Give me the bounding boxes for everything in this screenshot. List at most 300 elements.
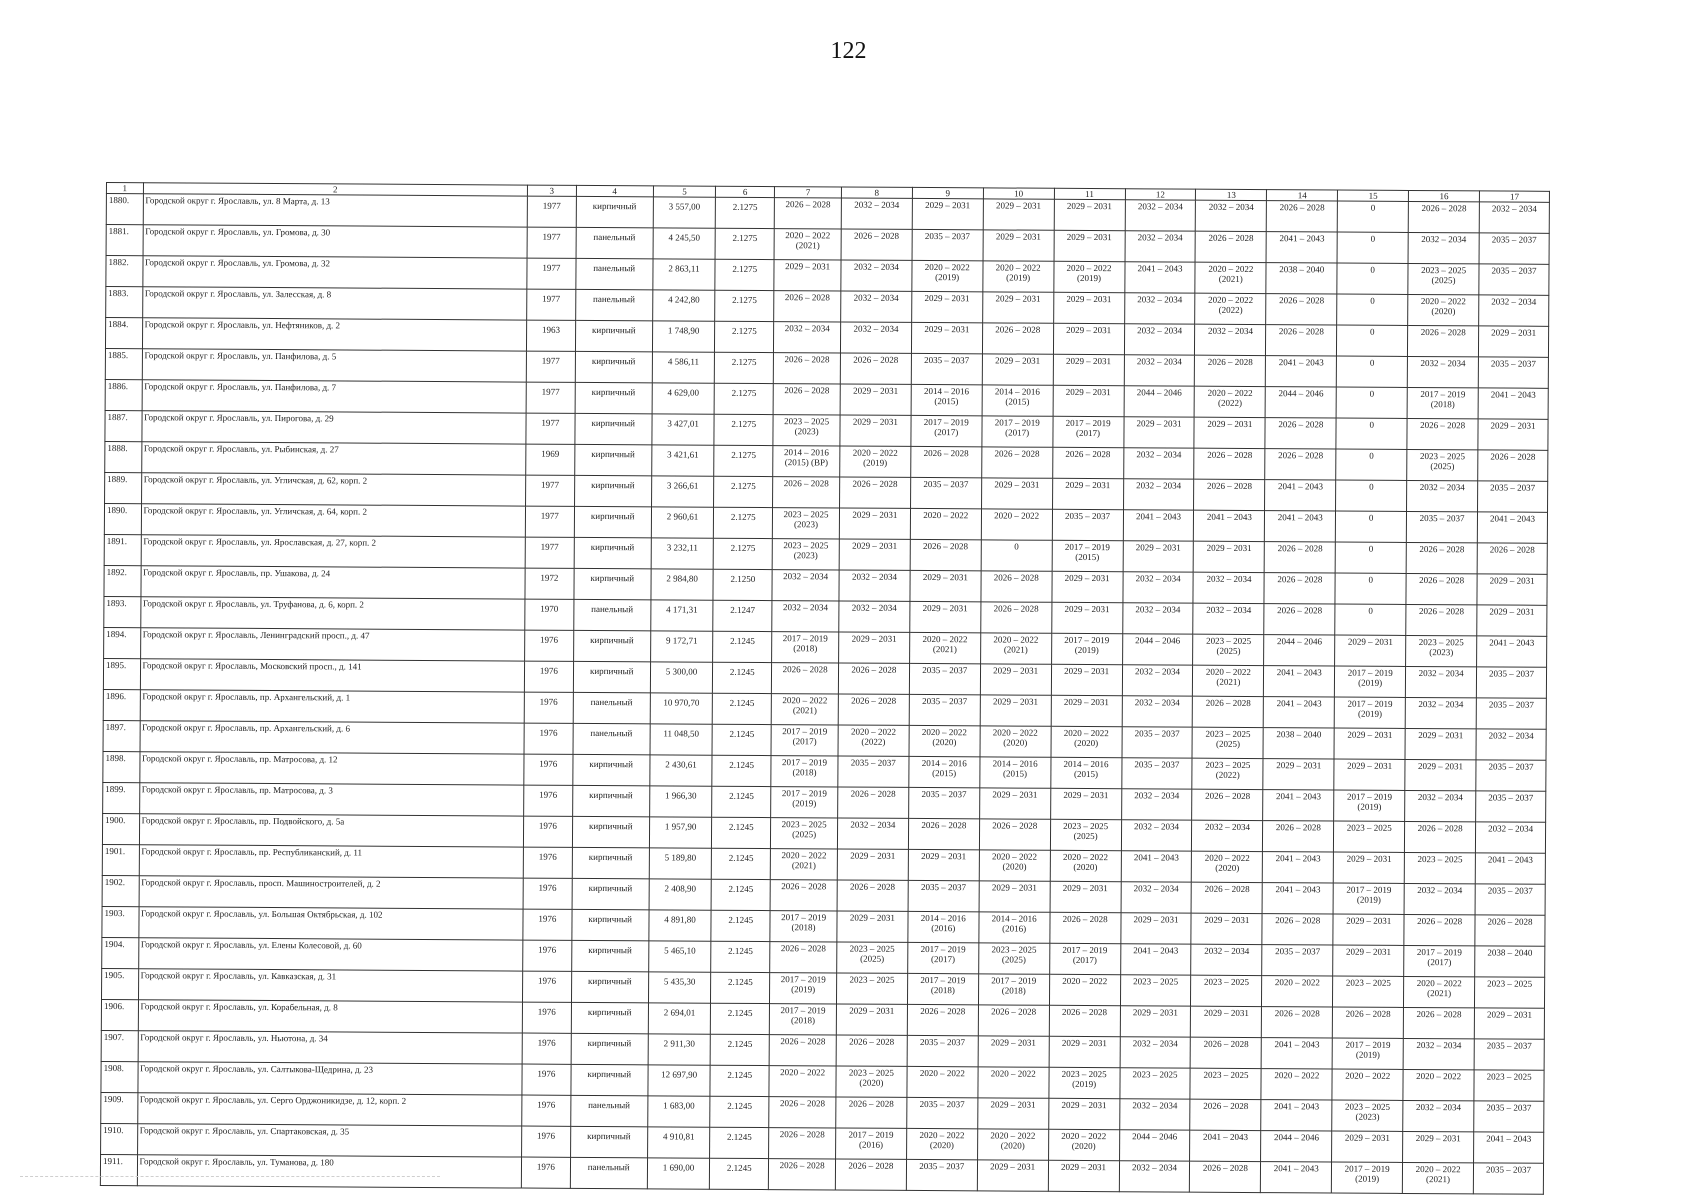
repair-period-cell: 2020 – 2022 (910, 508, 981, 539)
repair-period-cell: 2041 – 2043 (1266, 356, 1337, 387)
repair-period-cell: 2026 – 2028 (835, 1159, 906, 1190)
repair-period-cell: 2026 – 2028 (769, 1159, 836, 1190)
repair-period-cell: 2029 – 2031 (908, 849, 979, 880)
repair-period-cell: 2014 – 2016 (2015) (980, 757, 1051, 788)
repair-period-cell: 2038 – 2040 (1475, 946, 1545, 977)
year-cell: 1977 (526, 475, 575, 506)
repair-period-cell: 0 (1337, 294, 1408, 325)
repair-period-cell: 2026 – 2028 (1052, 447, 1123, 478)
repair-period-cell: 0 (1335, 604, 1406, 635)
repair-period-cell: 2029 – 2031 (1051, 602, 1122, 633)
area-cell: 2 694,01 (648, 1003, 711, 1034)
wall-material-cell: кирпичный (571, 1002, 649, 1033)
year-cell: 1976 (525, 661, 574, 692)
repair-period-cell: 2017 – 2019 (2019) (1333, 883, 1404, 914)
wall-material-cell: кирпичный (574, 475, 652, 506)
repair-period-cell: 2032 – 2034 (1124, 324, 1195, 355)
repair-period-cell: 2029 – 2031 (979, 788, 1050, 819)
repair-period-cell: 2029 – 2031 (911, 322, 982, 353)
repair-period-cell: 2032 – 2034 (1124, 355, 1195, 386)
repair-period-cell: 2032 – 2034 (841, 260, 912, 291)
address-cell: Городской округ г. Ярославль, ул. Нефтяников, д. 2 (142, 318, 527, 351)
repair-period-cell: 2035 – 2037 (1476, 698, 1546, 729)
repair-period-cell: 2041 – 2043 (1263, 852, 1334, 883)
repair-period-cell: 2029 – 2031 (982, 354, 1053, 385)
area-cell: 1 966,30 (650, 786, 713, 817)
repair-period-cell: 2020 – 2022 (1261, 1069, 1332, 1100)
repair-period-cell: 2032 – 2034 (1193, 572, 1264, 603)
area-cell: 3 427,01 (652, 414, 715, 445)
repair-period-cell: 2026 – 2028 (1190, 1161, 1261, 1192)
area-cell: 2 430,61 (650, 755, 713, 786)
repair-period-cell: 2044 – 2046 (1124, 386, 1195, 417)
repair-period-cell: 2017 – 2019 (2018) (978, 974, 1049, 1005)
column-number-header: 15 (1338, 190, 1409, 201)
wall-material-cell: кирпичный (571, 1033, 649, 1064)
repair-period-cell: 2029 – 2031 (912, 198, 983, 229)
repair-period-cell: 2029 – 2031 (910, 570, 981, 601)
repair-period-cell: 2035 – 2037 (1476, 760, 1546, 791)
row-number-cell: 1897. (103, 720, 140, 751)
scan-artifact-line (20, 1176, 440, 1178)
row-number-cell: 1896. (103, 689, 140, 720)
repair-period-cell: 2041 – 2043 (1120, 944, 1191, 975)
repair-period-cell: 2020 – 2022 (1332, 1069, 1403, 1100)
area-cell: 4 242,80 (653, 290, 716, 321)
row-number-cell: 1893. (104, 596, 141, 627)
repair-period-cell: 2023 – 2025 (1120, 975, 1191, 1006)
row-number-cell: 1903. (102, 906, 139, 937)
row-number-cell: 1910. (101, 1123, 138, 1154)
repair-period-cell: 2032 – 2034 (840, 322, 911, 353)
repair-period-cell: 2020 – 2022 (2020) (1048, 1129, 1119, 1160)
repair-period-cell: 2017 – 2019 (2017) (771, 725, 838, 756)
repair-period-cell: 2023 – 2025 (1190, 1068, 1261, 1099)
year-cell: 1976 (523, 878, 572, 909)
repair-period-cell: 2029 – 2031 (1263, 759, 1334, 790)
coefficient-cell: 2.1275 (715, 197, 774, 228)
year-cell: 1976 (522, 1033, 571, 1064)
repair-period-cell: 2023 – 2025 (2023) (1406, 635, 1477, 666)
repair-period-cell: 2029 – 2031 (1333, 945, 1404, 976)
repair-period-cell: 2026 – 2028 (981, 571, 1052, 602)
repair-period-cell: 2035 – 2037 (909, 694, 980, 725)
repair-period-cell: 2020 – 2022 (981, 509, 1052, 540)
address-cell: Городской округ г. Ярославль, ул. Панфилова, д. 7 (142, 380, 527, 413)
area-cell: 3 232,11 (651, 538, 714, 569)
repair-period-cell: 2026 – 2028 (1194, 479, 1265, 510)
repair-period-cell: 2020 – 2022 (2020) (979, 850, 1050, 881)
repair-period-cell: 2026 – 2028 (1406, 542, 1477, 573)
repair-period-cell: 2041 – 2043 (1264, 666, 1335, 697)
repair-period-cell: 2026 – 2028 (772, 663, 839, 694)
repair-period-cell: 2026 – 2028 (775, 198, 842, 229)
repair-period-cell: 2020 – 2022 (978, 1067, 1049, 1098)
repair-period-cell: 2035 – 2037 (1475, 884, 1545, 915)
area-cell: 1 748,90 (652, 321, 715, 352)
coefficient-cell: 2.1245 (711, 972, 770, 1003)
wall-material-cell: кирпичный (572, 785, 650, 816)
coefficient-cell: 2.1275 (714, 445, 773, 476)
area-cell: 4 891,80 (649, 910, 712, 941)
repair-period-cell: 2020 – 2022 (2020) (906, 1128, 977, 1159)
row-number-cell: 1906. (101, 999, 138, 1030)
repair-period-cell: 2026 – 2028 (1404, 914, 1475, 945)
area-cell: 2 911,30 (648, 1034, 711, 1065)
year-cell: 1976 (523, 971, 572, 1002)
repair-period-cell: 2026 – 2028 (1262, 1007, 1333, 1038)
coefficient-cell: 2.1245 (711, 1003, 770, 1034)
address-cell: Городской округ г. Ярославль, пр. Архангельский, д. 6 (140, 721, 525, 754)
repair-period-cell: 2029 – 2031 (839, 539, 910, 570)
repair-period-cell: 2038 – 2040 (1266, 263, 1337, 294)
wall-material-cell: кирпичный (575, 351, 653, 382)
repair-period-cell: 2026 – 2028 (769, 1097, 836, 1128)
repair-period-cell: 2017 – 2019 (2019) (1332, 1038, 1403, 1069)
repair-period-cell: 2026 – 2028 (773, 384, 840, 415)
repair-period-cell: 2020 – 2022 (2022) (1195, 386, 1266, 417)
repair-period-cell: 2020 – 2022 (2019) (1053, 261, 1124, 292)
repair-period-cell: 2029 – 2031 (1052, 478, 1123, 509)
address-cell: Городской округ г. Ярославль, ул. Панфилова, д. 5 (142, 349, 527, 382)
repair-period-cell: 2017 – 2019 (2019) (1332, 1162, 1403, 1193)
repair-period-cell: 2020 – 2022 (2020) (909, 725, 980, 756)
column-number-header: 10 (983, 188, 1054, 199)
coefficient-cell: 2.1247 (713, 600, 772, 631)
repair-period-cell: 2035 – 2037 (1476, 791, 1546, 822)
coefficient-cell: 2.1245 (712, 724, 771, 755)
coefficient-cell: 2.1245 (711, 848, 770, 879)
area-cell: 1 690,00 (647, 1158, 710, 1189)
repair-period-cell: 2026 – 2028 (1406, 604, 1477, 635)
repair-period-cell: 2029 – 2031 (1123, 417, 1194, 448)
address-cell: Городской округ г. Ярославль, просп. Машиностроителей, д. 2 (139, 876, 524, 909)
year-cell: 1977 (527, 227, 576, 258)
repair-period-cell: 2026 – 2028 (1191, 1037, 1262, 1068)
repair-period-cell: 2029 – 2031 (839, 508, 910, 539)
repair-period-cell: 2020 – 2022 (2019) (912, 260, 983, 291)
address-cell: Городской округ г. Ярославль, ул. Салтыкова-Щедрина, д. 23 (137, 1062, 522, 1095)
row-number-cell: 1885. (105, 348, 142, 379)
repair-period-cell: 2044 – 2046 (1119, 1130, 1190, 1161)
repair-period-cell: 2029 – 2031 (981, 478, 1052, 509)
row-number-cell: 1907. (101, 1030, 138, 1061)
repair-period-cell: 2029 – 2031 (980, 664, 1051, 695)
repair-period-cell: 2026 – 2028 (1194, 448, 1265, 479)
repair-period-cell: 2026 – 2028 (1049, 1005, 1120, 1036)
repair-period-cell: 2029 – 2031 (1403, 1131, 1474, 1162)
repair-period-cell: 2032 – 2034 (1192, 820, 1263, 851)
repair-period-cell: 2032 – 2034 (1124, 293, 1195, 324)
repair-period-cell: 2014 – 2016 (2015) (ВР) (773, 446, 840, 477)
area-cell: 1 683,00 (648, 1096, 711, 1127)
coefficient-cell: 2.1245 (710, 1065, 769, 1096)
area-cell: 5 189,80 (649, 848, 712, 879)
table-body (100, 194, 1549, 1195)
address-cell: Городской округ г. Ярославль, пр. Матросова, д. 12 (139, 752, 524, 785)
repair-period-cell: 2026 – 2028 (1265, 418, 1336, 449)
repair-period-cell: 2032 – 2034 (1476, 729, 1546, 760)
repair-period-cell: 2035 – 2037 (907, 1097, 978, 1128)
repair-period-cell: 2020 – 2022 (2021) (1404, 976, 1475, 1007)
repair-period-cell: 2032 – 2034 (1405, 697, 1476, 728)
repair-period-cell: 2032 – 2034 (1119, 1161, 1190, 1192)
repair-period-cell: 2026 – 2028 (837, 880, 908, 911)
address-cell: Городской округ г. Ярославль, пр. Архангельский, д. 1 (140, 690, 525, 723)
repair-period-cell: 2017 – 2019 (2019) (1335, 666, 1406, 697)
row-number-cell: 1899. (103, 782, 140, 813)
address-cell: Городской округ г. Ярославль, ул. Угличская, д. 62, корп. 2 (141, 473, 526, 506)
wall-material-cell: кирпичный (571, 940, 649, 971)
coefficient-cell: 2.1245 (713, 662, 772, 693)
repair-period-cell: 2029 – 2031 (1120, 913, 1191, 944)
repair-period-cell: 2020 – 2022 (2022) (838, 725, 909, 756)
repair-period-cell: 2029 – 2031 (1333, 914, 1404, 945)
area-cell: 3 557,00 (653, 197, 716, 228)
repair-period-cell: 2029 – 2031 (910, 601, 981, 632)
wall-material-cell: панельный (570, 1157, 648, 1188)
repair-period-cell: 2041 – 2043 (1265, 480, 1336, 511)
repair-period-cell: 2041 – 2043 (1478, 388, 1548, 419)
repair-period-cell: 0 (1336, 387, 1407, 418)
repair-period-cell: 2023 – 2025 (1119, 1068, 1190, 1099)
column-number-header: 3 (528, 185, 576, 196)
repair-period-cell: 2017 – 2019 (2017) (911, 415, 982, 446)
repair-period-cell: 2026 – 2028 (980, 602, 1051, 633)
repair-period-cell: 2026 – 2028 (774, 353, 841, 384)
capital-repair-table (100, 182, 1550, 1195)
year-cell: 1976 (522, 1157, 571, 1188)
repair-period-cell: 2029 – 2031 (1053, 354, 1124, 385)
repair-period-cell: 2020 – 2022 (2020) (980, 726, 1051, 757)
repair-period-cell: 2026 – 2028 (981, 447, 1052, 478)
coefficient-cell: 2.1245 (712, 817, 771, 848)
repair-period-cell: 2026 – 2028 (1265, 449, 1336, 480)
wall-material-cell: кирпичный (572, 878, 650, 909)
repair-period-cell: 2026 – 2028 (1407, 418, 1478, 449)
repair-period-cell: 2032 – 2034 (1122, 603, 1193, 634)
repair-period-cell: 2032 – 2034 (1407, 480, 1478, 511)
repair-period-cell: 2026 – 2028 (1263, 821, 1334, 852)
row-number-cell: 1911. (100, 1154, 137, 1185)
coefficient-cell: 2.1245 (710, 1127, 769, 1158)
repair-period-cell: 2032 – 2034 (774, 322, 841, 353)
column-number-header: 6 (716, 186, 775, 197)
coefficient-cell: 2.1245 (710, 1034, 769, 1065)
row-number-cell: 1880. (106, 194, 143, 225)
repair-period-cell: 2029 – 2031 (1478, 419, 1548, 450)
row-number-cell: 1888. (105, 441, 142, 472)
repair-period-cell: 2029 – 2031 (1053, 292, 1124, 323)
repair-period-cell: 2026 – 2028 (769, 1035, 836, 1066)
repair-period-cell: 2029 – 2031 (1048, 1160, 1119, 1191)
year-cell: 1977 (525, 537, 574, 568)
repair-period-cell: 2041 – 2043 (1123, 510, 1194, 541)
repair-period-cell: 2023 – 2025 (2025) (1408, 263, 1479, 294)
repair-period-cell: 2032 – 2034 (1125, 200, 1196, 231)
wall-material-cell: кирпичный (571, 909, 649, 940)
repair-period-cell: 2029 – 2031 (840, 415, 911, 446)
repair-period-cell: 2017 – 2019 (2017) (907, 942, 978, 973)
column-number-header: 1 (106, 183, 143, 194)
repair-period-cell: 2029 – 2031 (774, 260, 841, 291)
year-cell: 1976 (523, 940, 572, 971)
repair-period-cell: 2029 – 2031 (1477, 605, 1547, 636)
repair-period-cell: 2020 – 2022 (2021) (774, 229, 841, 260)
repair-period-cell: 2026 – 2028 (1333, 1007, 1404, 1038)
repair-period-cell: 2032 – 2034 (1404, 883, 1475, 914)
repair-period-cell: 2026 – 2028 (838, 694, 909, 725)
column-number-header: 4 (576, 185, 653, 196)
coefficient-cell: 2.1275 (714, 476, 773, 507)
repair-period-cell: 2035 – 2037 (1479, 233, 1549, 264)
repair-period-cell: 2020 – 2022 (769, 1066, 836, 1097)
repair-period-cell: 2035 – 2037 (1406, 511, 1477, 542)
repair-period-cell: 2017 – 2019 (2019) (770, 973, 837, 1004)
repair-period-cell: 2026 – 2028 (1403, 1007, 1474, 1038)
repair-period-cell: 2044 – 2046 (1261, 1131, 1332, 1162)
repair-period-cell: 2020 – 2022 (2020) (1408, 294, 1479, 325)
coefficient-cell: 2.1245 (710, 1158, 769, 1189)
repair-period-cell: 2017 – 2019 (2018) (770, 911, 837, 942)
repair-period-cell: 2032 – 2034 (1408, 232, 1479, 263)
repair-period-cell: 2014 – 2016 (2016) (979, 912, 1050, 943)
year-cell: 1976 (522, 1002, 571, 1033)
area-cell: 2 960,61 (651, 507, 714, 538)
repair-period-cell: 2029 – 2031 (1405, 728, 1476, 759)
repair-period-cell: 2020 – 2022 (2019) (840, 446, 911, 477)
repair-period-cell: 2026 – 2028 (840, 353, 911, 384)
wall-material-cell: кирпичный (573, 568, 651, 599)
repair-period-cell: 2020 – 2022 (1403, 1069, 1474, 1100)
repair-period-cell: 2035 – 2037 (838, 756, 909, 787)
repair-period-cell: 2026 – 2028 (838, 663, 909, 694)
repair-period-cell: 2032 – 2034 (772, 570, 839, 601)
area-cell: 2 863,11 (653, 259, 716, 290)
year-cell: 1977 (527, 196, 576, 227)
row-number-cell: 1894. (104, 627, 141, 658)
repair-period-cell: 2017 – 2019 (2018) (1407, 387, 1478, 418)
wall-material-cell: кирпичный (573, 630, 651, 661)
repair-period-cell: 2026 – 2028 (1195, 355, 1266, 386)
wall-material-cell: кирпичный (575, 382, 653, 413)
repair-period-cell: 2032 – 2034 (1406, 666, 1477, 697)
repair-period-cell: 2029 – 2031 (1191, 913, 1262, 944)
repair-period-cell: 0 (1336, 449, 1407, 480)
repair-period-cell: 2032 – 2034 (1123, 448, 1194, 479)
repair-period-cell: 2029 – 2031 (1334, 728, 1405, 759)
coefficient-cell: 2.1245 (710, 1096, 769, 1127)
repair-period-cell: 2029 – 2031 (911, 291, 982, 322)
repair-period-cell: 2014 – 2016 (2016) (908, 911, 979, 942)
repair-period-cell: 2032 – 2034 (1475, 822, 1545, 853)
address-cell: Городской округ г. Ярославль, ул. Серго Орджоникидзе, д. 12, корп. 2 (137, 1093, 522, 1126)
repair-period-cell: 2029 – 2031 (837, 911, 908, 942)
address-cell: Городской округ г. Ярославль, ул. Спартаковская, д. 35 (137, 1124, 522, 1157)
repair-period-cell: 2032 – 2034 (1125, 231, 1196, 262)
repair-period-cell: 2026 – 2028 (770, 942, 837, 973)
repair-period-cell: 2029 – 2031 (982, 292, 1053, 323)
repair-period-cell: 2032 – 2034 (1122, 696, 1193, 727)
repair-period-cell: 2023 – 2025 (2025) (978, 943, 1049, 974)
address-cell: Городской округ г. Ярославль, ул. Корабельная, д. 8 (138, 1000, 523, 1033)
repair-period-cell: 2041 – 2043 (1261, 1038, 1332, 1069)
repair-period-cell: 2026 – 2028 (1478, 450, 1548, 481)
repair-period-cell: 2020 – 2022 (2020) (1192, 851, 1263, 882)
coefficient-cell: 2.1275 (714, 414, 773, 445)
year-cell: 1963 (527, 320, 576, 351)
repair-period-cell: 2026 – 2028 (839, 477, 910, 508)
repair-period-cell: 2032 – 2034 (839, 570, 910, 601)
coefficient-cell: 2.1275 (714, 383, 773, 414)
repair-period-cell: 2035 – 2037 (1052, 509, 1123, 540)
repair-period-cell: 2032 – 2034 (841, 198, 912, 229)
repair-period-cell: 2026 – 2028 (1191, 882, 1262, 913)
repair-period-cell: 2026 – 2028 (911, 446, 982, 477)
repair-period-cell: 2044 – 2046 (1265, 387, 1336, 418)
repair-period-cell: 2020 – 2022 (2021) (909, 632, 980, 663)
year-cell: 1977 (527, 258, 576, 289)
address-cell: Городской округ г. Ярославль, ул. Рыбинская, д. 27 (141, 442, 526, 475)
repair-period-cell: 2029 – 2031 (1051, 695, 1122, 726)
repair-period-cell: 0 (1336, 418, 1407, 449)
repair-period-cell: 2032 – 2034 (1403, 1100, 1474, 1131)
area-cell: 4 245,50 (653, 228, 716, 259)
repair-period-cell: 0 (1337, 201, 1408, 232)
wall-material-cell: кирпичный (572, 847, 650, 878)
year-cell: 1976 (524, 723, 573, 754)
repair-period-cell: 2029 – 2031 (1335, 635, 1406, 666)
repair-period-cell: 2026 – 2028 (836, 1035, 907, 1066)
repair-period-cell: 2026 – 2028 (838, 787, 909, 818)
area-cell: 9 172,71 (650, 631, 713, 662)
repair-period-cell: 2035 – 2037 (906, 1159, 977, 1190)
row-number-cell: 1900. (102, 813, 139, 844)
coefficient-cell: 2.1245 (712, 786, 771, 817)
repair-period-cell: 0 (1336, 480, 1407, 511)
row-number-cell: 1889. (105, 472, 142, 503)
repair-period-cell: 2026 – 2028 (773, 477, 840, 508)
wall-material-cell: кирпичный (572, 754, 650, 785)
repair-period-cell: 2026 – 2028 (1475, 915, 1545, 946)
repair-period-cell: 2029 – 2031 (837, 849, 908, 880)
repair-period-cell: 2029 – 2031 (1049, 1036, 1120, 1067)
repair-period-cell: 2020 – 2022 (2020) (977, 1129, 1048, 1160)
repair-period-cell: 2032 – 2034 (1122, 665, 1193, 696)
repair-period-cell: 2023 – 2025 (1474, 1070, 1544, 1101)
row-number-cell: 1881. (106, 225, 143, 256)
address-cell: Городской округ г. Ярославль, пр. Республиканский, д. 11 (139, 845, 524, 878)
repair-period-cell: 2017 – 2019 (2018) (772, 632, 839, 663)
address-cell: Городской округ г. Ярославль, пр. Матросова, д. 3 (139, 783, 524, 816)
repair-period-cell: 2023 – 2025 (2025) (1193, 634, 1264, 665)
repair-period-cell: 0 (1335, 573, 1406, 604)
repair-period-cell: 2029 – 2031 (1123, 541, 1194, 572)
row-number-cell: 1886. (105, 379, 142, 410)
column-number-header: 9 (912, 187, 983, 198)
repair-period-cell: 0 (981, 540, 1052, 571)
repair-period-cell: 0 (1337, 232, 1408, 263)
wall-material-cell: кирпичный (572, 816, 650, 847)
repair-period-cell: 2029 – 2031 (1474, 1008, 1544, 1039)
repair-period-cell: 2014 – 2016 (2015) (982, 385, 1053, 416)
area-cell: 4 586,11 (652, 352, 715, 383)
repair-period-cell: 2026 – 2028 (907, 1004, 978, 1035)
address-cell: Городской округ г. Ярославль, ул. Кавказская, д. 31 (138, 969, 523, 1002)
repair-period-cell: 2032 – 2034 (1120, 1037, 1191, 1068)
repair-period-cell: 2035 – 2037 (1478, 481, 1548, 512)
repair-period-cell: 2023 – 2025 (1191, 975, 1262, 1006)
